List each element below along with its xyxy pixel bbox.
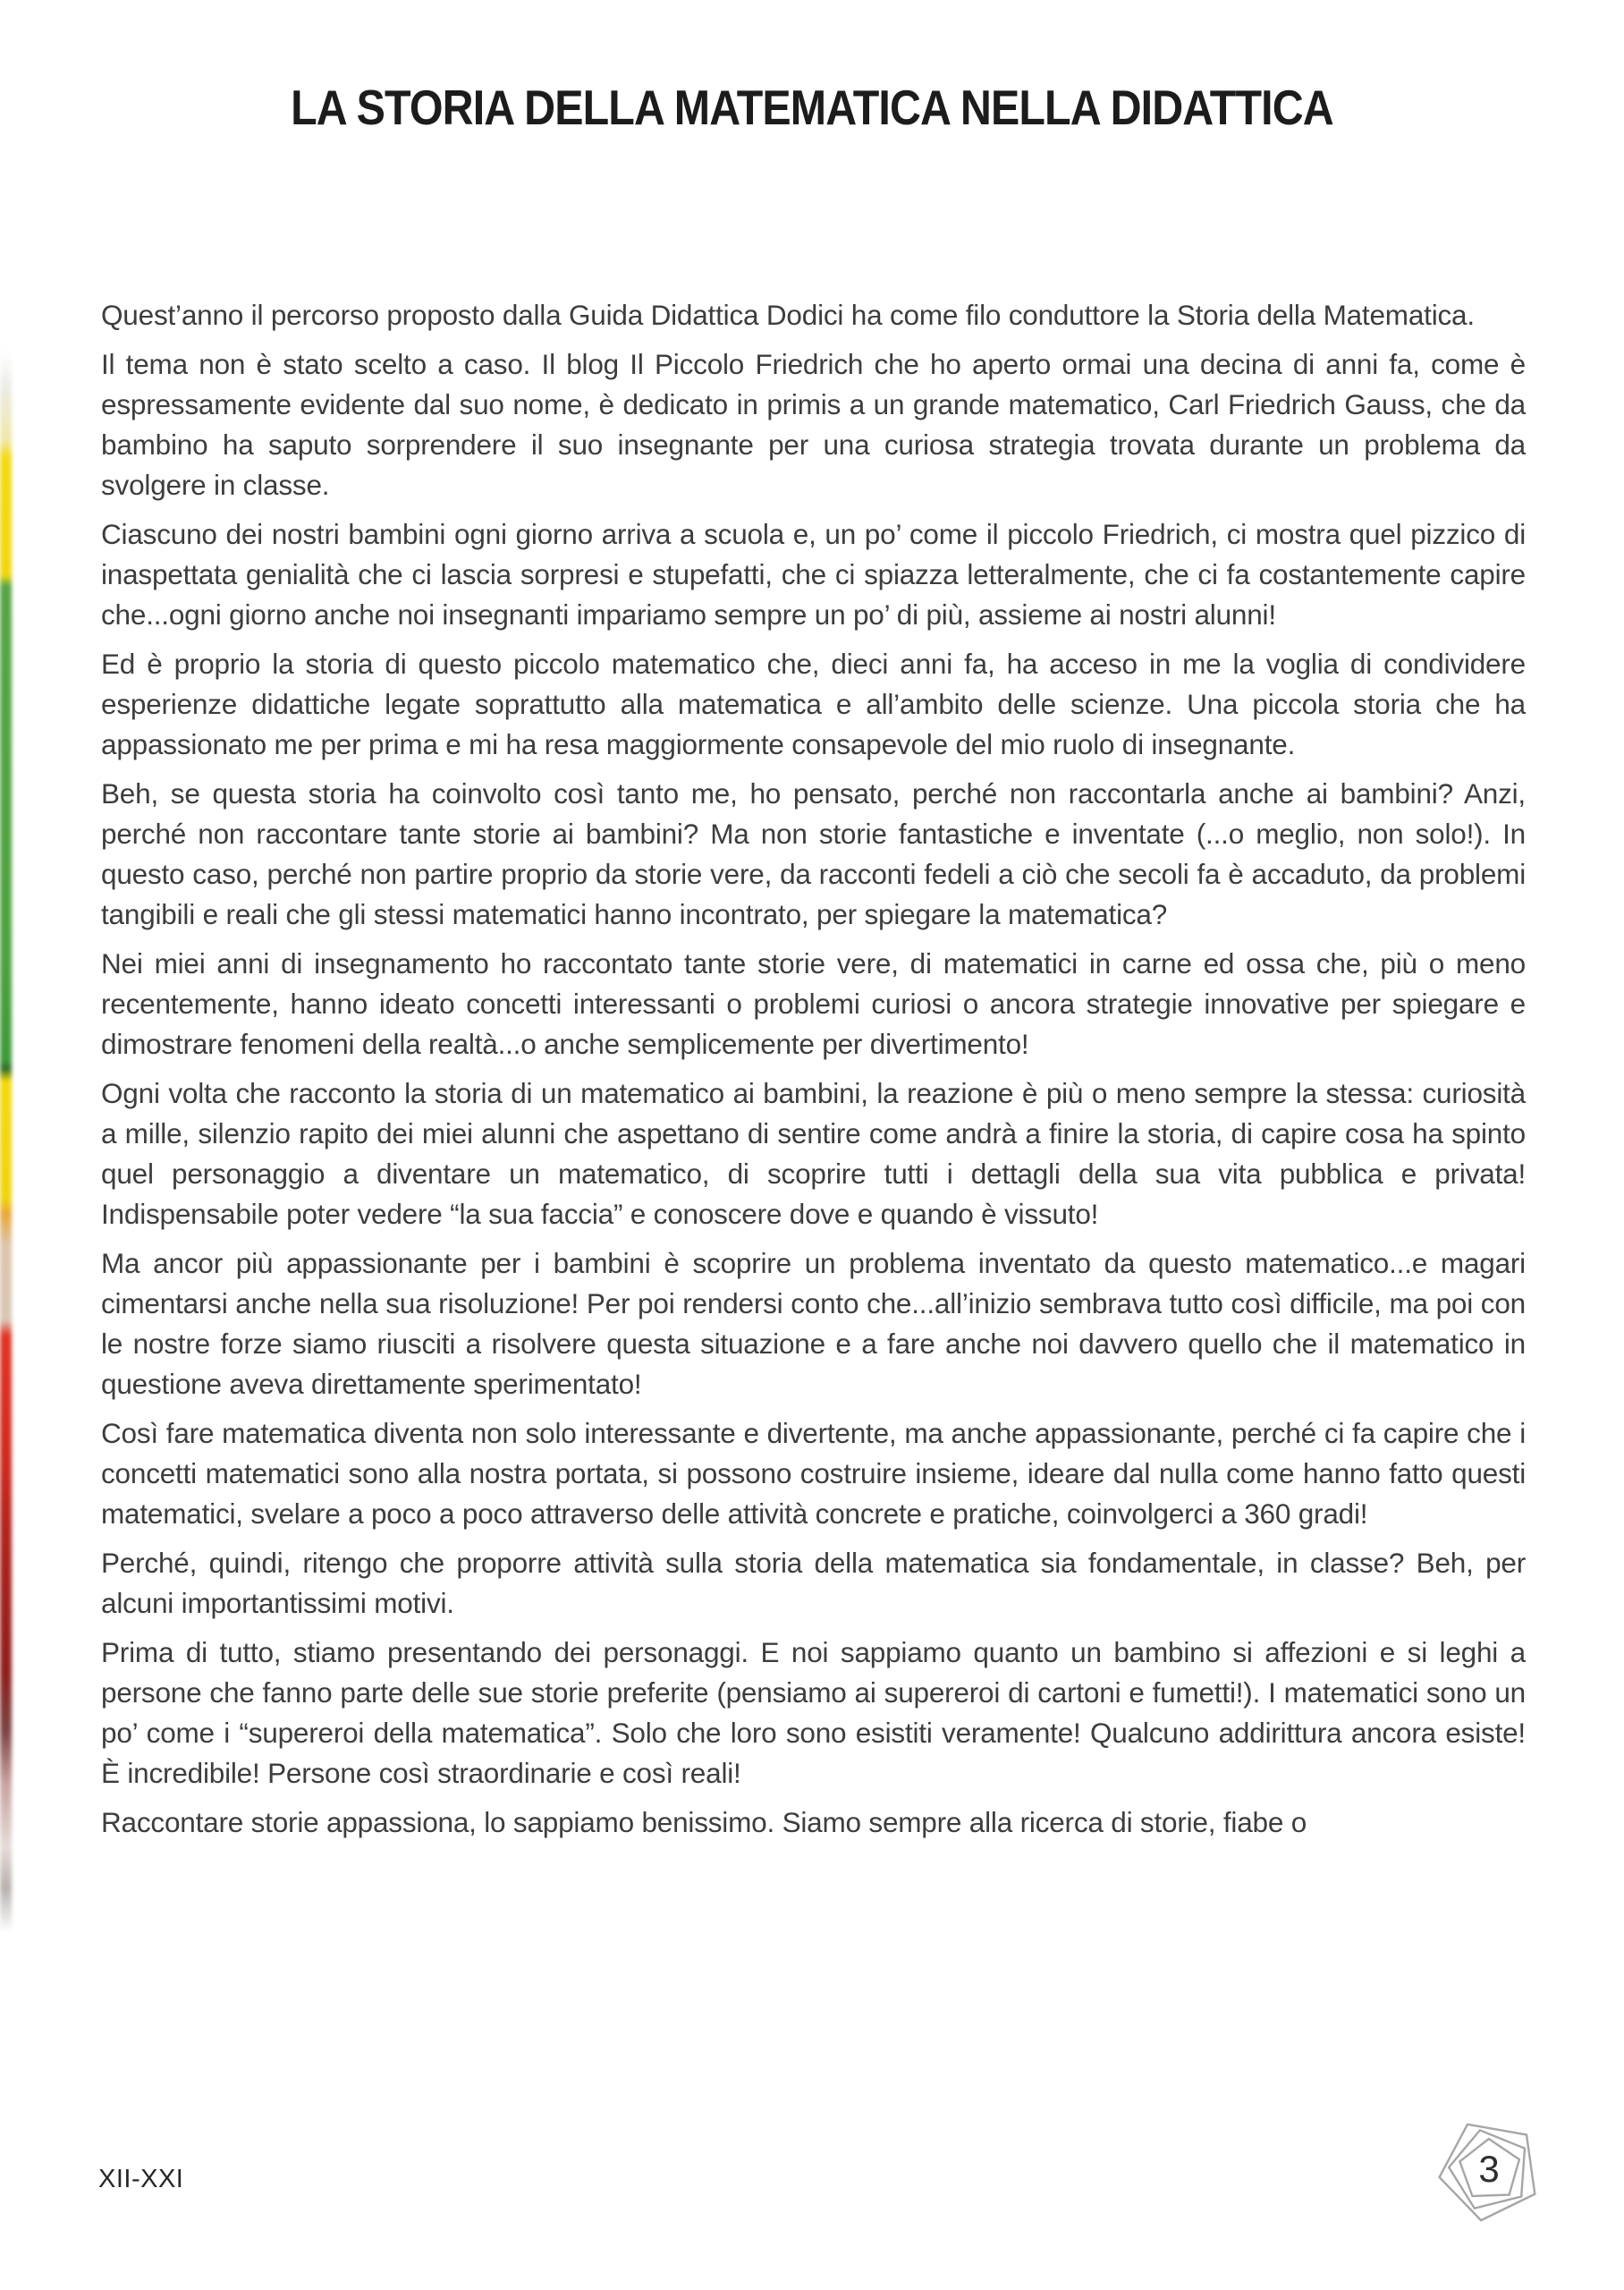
- paragraph: Nei miei anni di insegnamento ho raccontato tante storie vere, di matematici in carne ed ossa che, più o meno recentemente, hanno ideato concetti interessanti o problemi curiosi o ancora strategie innovative per spiegare e dimostrare fenomeni della realtà...o anche semplicemente per divertimento!: [101, 947, 1526, 1060]
- paragraph: Così fare matematica diventa non solo interessante e divertente, ma anche appassionante, perché ci fa capire che i concetti matematici sono alla nostra portata, si possono costruire insieme, ideare dal nulla come hanno fatto questi matematici, svelare a poco a poco attraverso delle attività concrete e pratiche, coinvolgerci a 360 gradi!: [101, 1417, 1526, 1530]
- paragraph: Ed è proprio la storia di questo piccolo matematico che, dieci anni fa, ha acceso in me la voglia di condividere esperienze didattiche legate soprattutto alla matematica e all’ambito delle scienze. Una piccola storia che ha appassionato me per prima e mi ha resa maggiormente consapevole del mio ruolo di insegnante.: [101, 648, 1526, 760]
- body-text: [101, 295, 1526, 1852]
- pentagon-spiral-icon: [1434, 2118, 1545, 2229]
- paragraph: Quest’anno il percorso proposto dalla Guida Didattica Dodici ha come filo conduttore la Storia della Matematica.: [101, 299, 1475, 331]
- page-number: 3: [1478, 2148, 1500, 2190]
- paragraph: Beh, se questa storia ha coinvolto così tanto me, ho pensato, perché non raccontarla anche ai bambini? Anzi, perché non raccontare tante storie ai bambini? Ma non storie fantastiche e inventate (...o meglio, non solo!). In questo caso, perché non partire proprio da storie vere, da racconti fedeli a ciò che secoli fa è accaduto, da problemi tangibili e reali che gli stessi matematici hanno incontrato, per spiegare la matematica?: [101, 777, 1526, 930]
- footer-roman-numerals: XII-XXI: [98, 2165, 184, 2193]
- paragraph: Ciascuno dei nostri bambini ogni giorno arriva a scuola e, un po’ come il piccolo Friedrich, ci mostra quel pizzico di inaspettata genialità che ci lascia sorpresi e stupefatti, che ci spiazza letteralmente, che ci fa costantemente capire che...ogni giorno anche noi insegnanti impariamo sempre un po’ di più, assieme ai nostri alunni!: [101, 518, 1526, 631]
- paragraph: Ma ancor più appassionante per i bambini è scoprire un problema inventato da questo matematico...e magari cimentarsi anche nella sua risoluzione! Per poi rendersi conto che...all’inizio sembrava tutto così difficile, ma poi con le nostre forze siamo riusciti a risolvere questa situazione e a fare anche noi davvero quello che il matematico in questione aveva direttamente sperimentato!: [101, 1247, 1526, 1400]
- page-edge-color-strip: [0, 351, 12, 1932]
- paragraph: Raccontare storie appassiona, lo sappiamo benissimo. Siamo sempre alla ricerca di storie, fiabe o: [101, 1806, 1307, 1838]
- pentagon-page-marker: [1434, 2118, 1545, 2229]
- paragraph: Ogni volta che racconto la storia di un matematico ai bambini, la reazione è più o meno sempre la stessa: curiosità a mille, silenzio rapito dei miei alunni che aspettano di sentire come andrà a finire la storia, di capire cosa ha spinto quel personaggio a diventare un matematico, di scoprire tutti i dettagli della sua vita pubblica e privata! Indispensabile poter vedere “la sua faccia” e conoscere dove e quando è vissuto!: [101, 1077, 1526, 1230]
- paragraph: Il tema non è stato scelto a caso. Il blog Il Piccolo Friedrich che ho aperto ormai una decina di anni fa, come è espressamente evidente dal suo nome, è dedicato in primis a un grande matematico, Carl Friedrich Gauss, che da bambino ha saputo sorprendere il suo insegnante per una curiosa strategia trovata durante un problema da svolgere in classe.: [101, 348, 1526, 501]
- page-title: LA STORIA DELLA MATEMATICA NELLA DIDATTICA: [291, 80, 1333, 135]
- paragraph: Perché, quindi, ritengo che proporre attività sulla storia della matematica sia fondamentale, in classe? Beh, per alcuni importantissimi motivi.: [101, 1547, 1526, 1619]
- paragraph: Prima di tutto, stiamo presentando dei personaggi. E noi sappiamo quanto un bambino si affezioni e si leghi a persone che fanno parte delle sue storie preferite (pensiamo ai supereroi di cartoni e fumetti!). I matematici sono un po’ come i “supereroi della matematica”. Solo che loro sono esistiti veramente! Qualcuno addirittura ancora esiste! È incredibile! Persone così straordinarie e così reali!: [101, 1636, 1526, 1789]
